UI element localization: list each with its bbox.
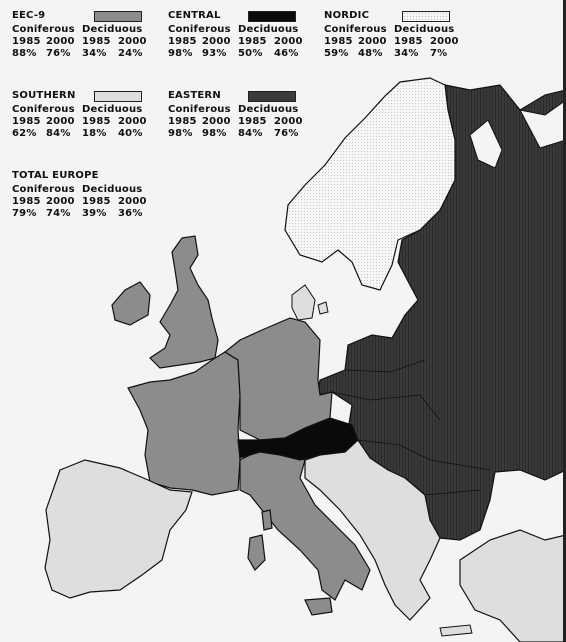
swatch-eec9 [94, 11, 142, 22]
year: 1985 [82, 116, 111, 127]
legend-title: EASTERN [168, 90, 221, 101]
value: 46% [274, 48, 299, 59]
value: 88% [12, 48, 37, 59]
value: 34% [82, 48, 107, 59]
crete [440, 625, 472, 636]
value: 76% [46, 48, 71, 59]
coniferous-label: Coniferous [12, 184, 75, 195]
value: 98% [168, 48, 193, 59]
swatch-central [248, 11, 296, 22]
value: 76% [274, 128, 299, 139]
year: 2000 [358, 36, 387, 47]
year: 1985 [168, 36, 197, 47]
value: 74% [46, 208, 71, 219]
year: 2000 [274, 36, 303, 47]
ireland [112, 282, 150, 325]
benelux-west-germany [225, 318, 332, 440]
legend-title: EEC-9 [12, 10, 46, 21]
sicily [305, 598, 332, 615]
year: 1985 [12, 116, 41, 127]
value: 48% [358, 48, 383, 59]
year: 2000 [118, 196, 147, 207]
value: 98% [168, 128, 193, 139]
deciduous-label: Deciduous [82, 184, 143, 195]
value: 7% [430, 48, 448, 59]
year: 1985 [82, 36, 111, 47]
year: 1985 [238, 116, 267, 127]
legend-total-europe [12, 170, 152, 220]
year: 1985 [168, 116, 197, 127]
year: 1985 [324, 36, 353, 47]
great-britain [150, 236, 218, 368]
year: 2000 [118, 36, 147, 47]
france [128, 352, 240, 495]
year: 2000 [46, 36, 75, 47]
value: 50% [238, 48, 263, 59]
year: 2000 [118, 116, 147, 127]
denmark [292, 285, 315, 320]
turkey [460, 530, 566, 642]
value: 84% [46, 128, 71, 139]
deciduous-label: Deciduous [394, 24, 455, 35]
deciduous-label: Deciduous [238, 24, 299, 35]
deciduous-label: Deciduous [82, 24, 143, 35]
value: 39% [82, 208, 107, 219]
corsica [262, 510, 272, 530]
swatch-nordic [402, 11, 450, 22]
value: 93% [202, 48, 227, 59]
legend-title: SOUTHERN [12, 90, 76, 101]
year: 1985 [12, 36, 41, 47]
year: 1985 [394, 36, 423, 47]
year: 2000 [46, 196, 75, 207]
year: 1985 [238, 36, 267, 47]
legend-title: TOTAL EUROPE [12, 170, 99, 181]
coniferous-label: Coniferous [168, 24, 231, 35]
value: 24% [118, 48, 143, 59]
value: 40% [118, 128, 143, 139]
value: 62% [12, 128, 37, 139]
swatch-southern [94, 91, 142, 102]
year: 2000 [202, 36, 231, 47]
legend-title: NORDIC [324, 10, 370, 21]
value: 79% [12, 208, 37, 219]
year: 2000 [274, 116, 303, 127]
value: 18% [82, 128, 107, 139]
year: 1985 [12, 196, 41, 207]
year: 2000 [430, 36, 459, 47]
coniferous-label: Coniferous [12, 104, 75, 115]
year: 1985 [82, 196, 111, 207]
sardinia [248, 535, 265, 570]
value: 36% [118, 208, 143, 219]
value: 98% [202, 128, 227, 139]
coniferous-label: Coniferous [324, 24, 387, 35]
value: 59% [324, 48, 349, 59]
deciduous-label: Deciduous [82, 104, 143, 115]
coniferous-label: Coniferous [168, 104, 231, 115]
deciduous-label: Deciduous [238, 104, 299, 115]
coniferous-label: Coniferous [12, 24, 75, 35]
value: 84% [238, 128, 263, 139]
legend-title: CENTRAL [168, 10, 221, 21]
danish-island [318, 302, 328, 314]
year: 2000 [46, 116, 75, 127]
swatch-eastern [248, 91, 296, 102]
year: 2000 [202, 116, 231, 127]
value: 34% [394, 48, 419, 59]
